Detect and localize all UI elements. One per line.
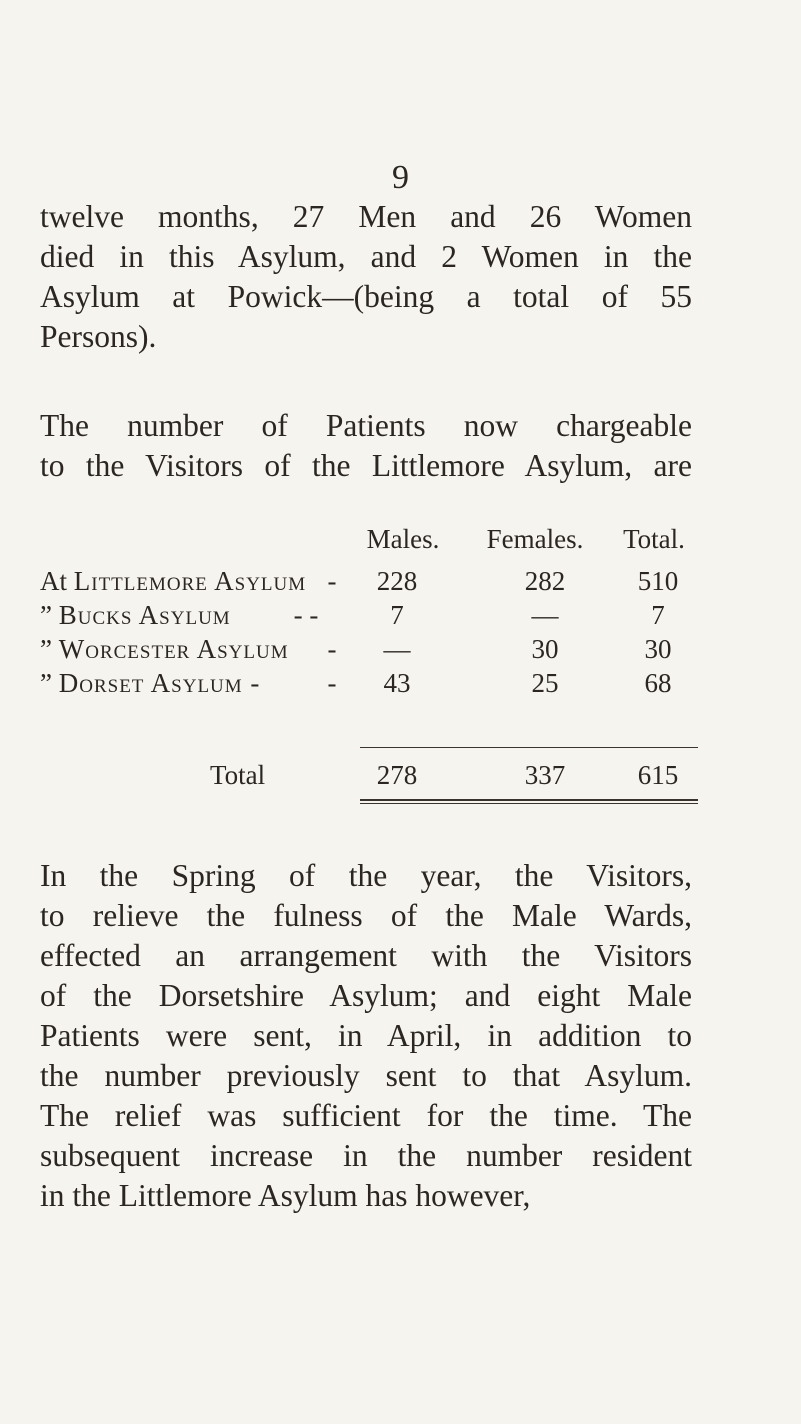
text-line: In the Spring of the year, the Visitors, (40, 858, 692, 893)
table-row (40, 598, 700, 632)
row-prefix: ” (40, 600, 52, 630)
row-label (40, 632, 289, 666)
row-prefix: ” (40, 668, 52, 698)
row-prefix: At (40, 566, 67, 596)
total-males: 278 (376, 760, 418, 790)
paragraph-patients-chargeable (40, 406, 692, 486)
text-line: subsequent increase in the number resident (40, 1138, 692, 1173)
text-line: twelve months, 27 Men and 26 Women (40, 199, 692, 234)
header-females: Females. (486, 524, 584, 554)
row-label (40, 598, 231, 632)
cell-males: 7 (390, 600, 404, 630)
table-row (40, 564, 700, 598)
total-label: Total (210, 760, 266, 790)
cell-females: 25 (531, 668, 559, 698)
cell-total: 30 (644, 634, 672, 664)
text-line: of the Dorsetshire Asylum; and eight Male (40, 978, 692, 1013)
table-divider (360, 747, 698, 748)
text-line: effected an arrangement with the Visitors (40, 938, 692, 973)
header-total: Total. (623, 524, 685, 554)
cell-total: 68 (644, 668, 672, 698)
row-name: Littlemore Asylum (73, 566, 307, 596)
cell-males: 228 (376, 566, 418, 596)
text-line: the number previously sent to that Asylum. (40, 1058, 692, 1093)
row-label (40, 564, 306, 598)
text-line: died in this Asylum, and 2 Women in the (40, 239, 692, 274)
text-line: to relieve the fulness of the Male Wards, (40, 898, 692, 933)
total-total: 615 (637, 760, 679, 790)
text-line: Persons). (40, 319, 157, 354)
text-line: in the Littlemore Asylum has however, (40, 1178, 531, 1213)
header-males: Males. (366, 524, 440, 554)
row-prefix: ” (40, 634, 52, 664)
cell-females: — (531, 600, 559, 630)
text-line: to the Visitors of the Littlemore Asylum, are (40, 448, 692, 483)
table-row (40, 632, 700, 666)
cell-males: 43 (383, 668, 411, 698)
table-row (40, 666, 700, 700)
total-females: 337 (524, 760, 566, 790)
row-name: Bucks Asylum (58, 600, 231, 630)
table-double-rule (360, 803, 698, 804)
cell-females: 30 (531, 634, 559, 664)
table-double-rule (360, 799, 698, 801)
row-leader: - - (293, 600, 319, 630)
text-line: The number of Patients now chargeable (40, 408, 692, 443)
row-name: Worcester Asylum (58, 634, 289, 664)
table-header-row (40, 522, 700, 556)
row-leader: - (327, 566, 337, 596)
cell-females: 282 (524, 566, 566, 596)
text-line: Patients were sent, in April, in addition to (40, 1018, 692, 1053)
row-label (40, 666, 260, 700)
cell-males: — (383, 634, 411, 664)
cell-total: 7 (651, 600, 665, 630)
paragraph-spring-arrangement (40, 856, 692, 1216)
text-line: The relief was sufficient for the time. The (40, 1098, 692, 1133)
row-leader: - (327, 668, 337, 698)
text-line: Asylum at Powick—(being a total of 55 (40, 279, 692, 314)
row-name: Dorset Asylum - (58, 668, 261, 698)
table-total-row (40, 758, 700, 792)
row-leader: - (327, 634, 337, 664)
paragraph-deaths (40, 197, 692, 357)
page-number: 9 (392, 159, 409, 196)
cell-total: 510 (637, 566, 679, 596)
